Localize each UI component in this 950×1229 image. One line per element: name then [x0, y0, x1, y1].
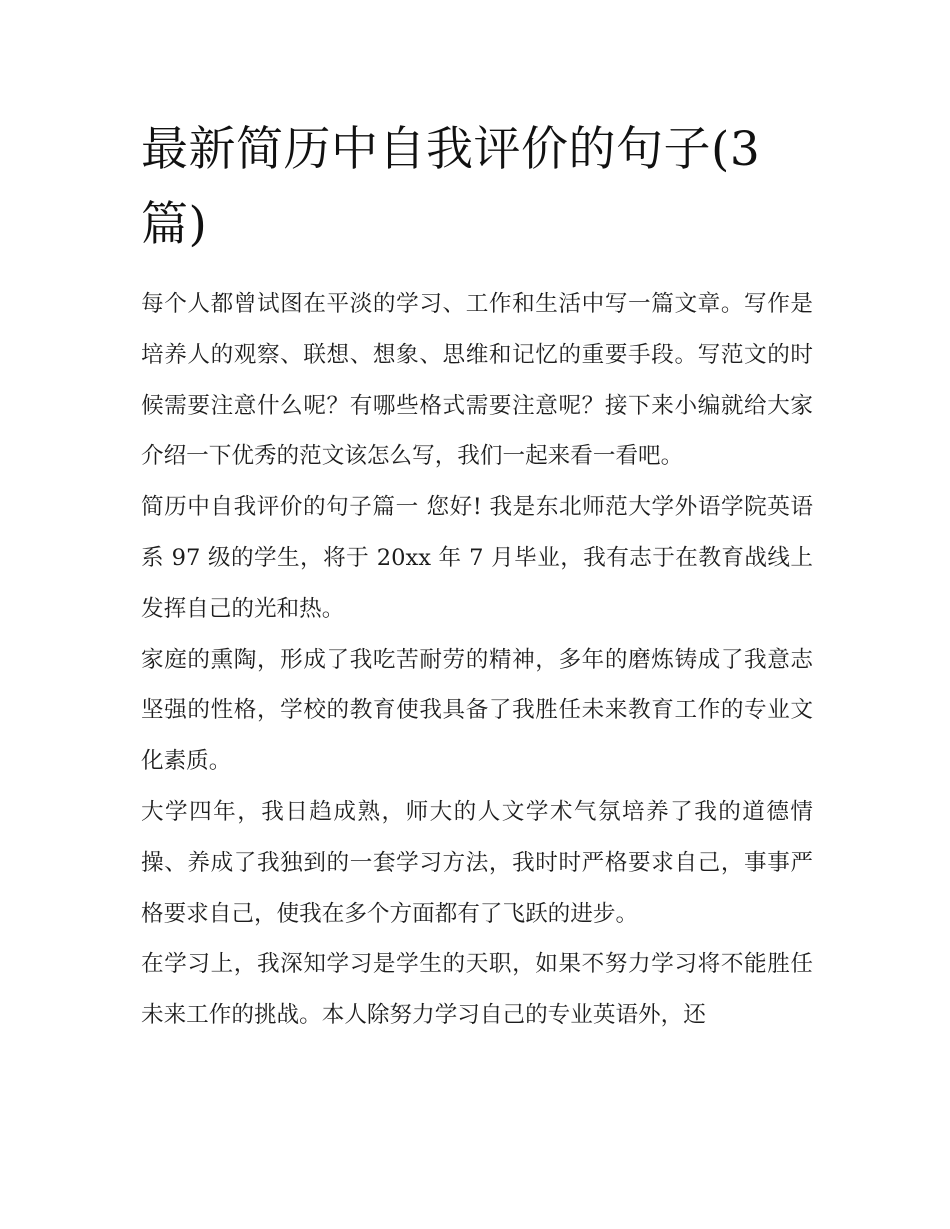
intro-paragraph: 每个人都曾试图在平淡的学习、工作和生活中写一篇文章。写作是培养人的观察、联想、想象、思维和记忆的重要手段。写范文的时候需要注意什么呢？有哪些格式需要注意呢？接下来小编就给大家介绍一下优秀的范文该怎么写，我们一起来看一看吧。	[141, 291, 813, 470]
paragraph-study: 在学习上，我深知学习是学生的天职，如果不努力学习将不能胜任未来工作的挑战。本人除努力学习自己的专业英语外，还	[141, 951, 813, 1029]
paragraph-family-influence: 家庭的熏陶，形成了我吃苦耐劳的精神，多年的磨炼铸成了我意志坚强的性格，学校的教育使我具备了我胜任未来教育工作的专业文化素质。	[141, 646, 813, 775]
paragraph-self-introduction: 简历中自我评价的句子篇一 您好! 我是东北师范大学外语学院英语系 97 级的学生，将于 20xx 年 7 月毕业，我有志于在教育战线上发挥自己的光和热。	[141, 494, 813, 622]
document-title: 最新简历中自我评价的句子(3篇)	[141, 122, 761, 252]
paragraph-university-years: 大学四年，我日趋成熟，师大的人文学术气氛培养了我的道德情操、养成了我独到的一套学习方法，我时时严格要求自己，事事严格要求自己，使我在多个方面都有了飞跃的进步。	[141, 798, 813, 927]
document-body	[141, 112, 813, 1041]
